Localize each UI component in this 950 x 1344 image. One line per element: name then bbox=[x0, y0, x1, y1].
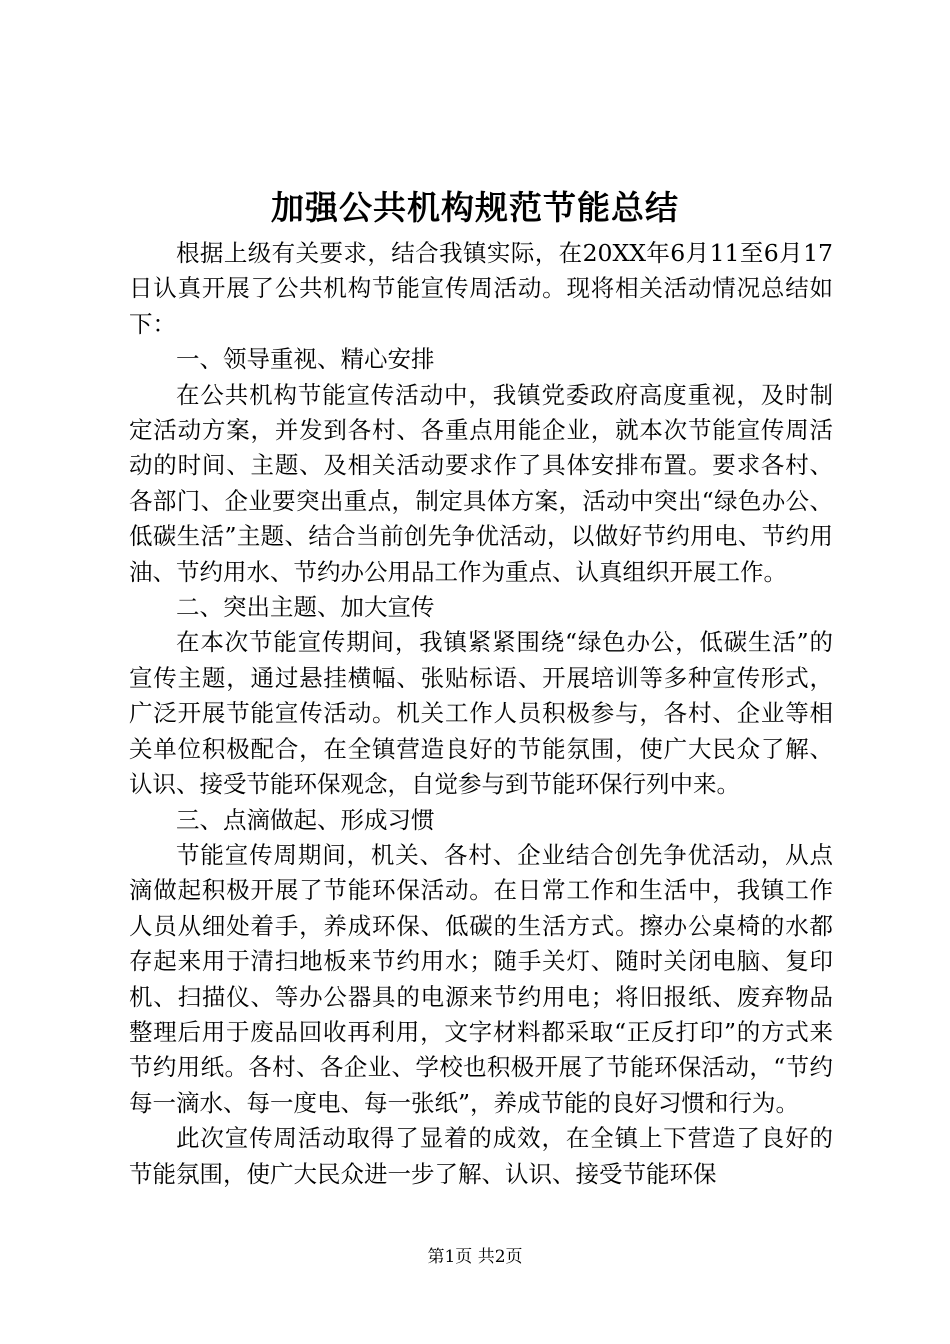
intro-paragraph: 根据上级有关要求，结合我镇实际，在20XX年6月11至6月17日认真开展了公共机构节能宣传周活动。现将相关活动情况总结如下： bbox=[129, 239, 833, 338]
section-paragraph-2: 在本次节能宣传期间，我镇紧紧围绕“绿色办公，低碳生活”的宣传主题，通过悬挂横幅、张贴标语、开展培训等多种宣传形式，广泛开展节能宣传活动。机关工作人员积极参与，各村、企业等相关单位积极配合，在全镇营造良好的节能氛围，使广大民众了解、认识、接受节能环保观念，自觉参与到节能环保行列中来。 bbox=[129, 628, 833, 799]
section-heading-3: 三、点滴做起、形成习惯 bbox=[176, 805, 435, 834]
section-heading-1: 一、领导重视、精心安排 bbox=[176, 345, 435, 374]
document-body bbox=[129, 236, 833, 1192]
section-paragraph-1: 在公共机构节能宣传活动中，我镇党委政府高度重视，及时制定活动方案，并发到各村、各重点用能企业，就本次节能宣传周活动的时间、主题、及相关活动要求作了具体安排布置。要求各村、各部门、企业要突出重点，制定具体方案，活动中突出“绿色办公、低碳生活”主题、结合当前创先争优活动，以做好节约用电、节约用油、节约用水、节约办公用品工作为重点、认真组织开展工作。 bbox=[129, 380, 833, 586]
conclusion-paragraph: 此次宣传周活动取得了显着的成效，在全镇上下营造了良好的节能氛围，使广大民众进一步了解、认识、接受节能环保 bbox=[129, 1124, 833, 1188]
document-title: 加强公共机构规范节能总结 bbox=[271, 188, 679, 227]
section-paragraph-3: 节能宣传周期间，机关、各村、企业结合创先争优活动，从点滴做起积极开展了节能环保活动。在日常工作和生活中，我镇工作人员从细处着手，养成环保、低碳的生活方式。擦办公桌椅的水都存起来用于清扫地板来节约用水；随手关灯、随时关闭电脑、复印机、扫描仪、等办公器具的电源来节约用电；将旧报纸、废弃物品整理后用于废品回收再利用，文字材料都采取“正反打印”的方式来节约用纸。各村、各企业、学校也积极开展了节能环保活动，“节约每一滴水、每一度电、每一张纸”，养成节能的良好习惯和行为。 bbox=[129, 840, 833, 1117]
page-number-footer: 第1页 共2页 bbox=[427, 1247, 523, 1267]
section-heading-2: 二、突出主题、加大宣传 bbox=[176, 593, 435, 622]
